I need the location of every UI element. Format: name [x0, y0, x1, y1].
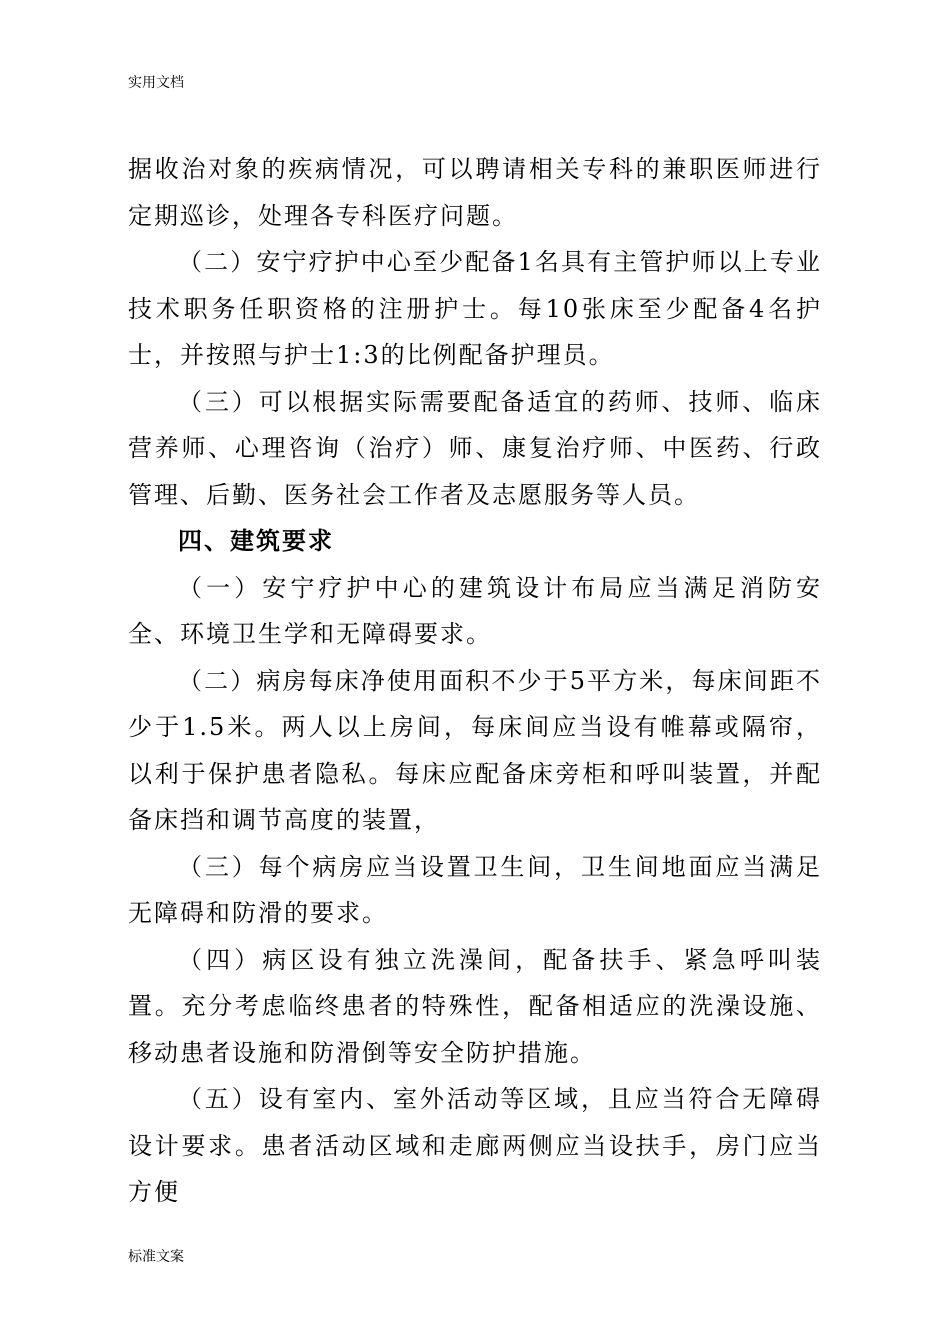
paragraph-staffing-nurses: （二）安宁疗护中心至少配备1名具有主管护师以上专业技术职务任职资格的注册护士。每10张床至少配备4名护士，并按照与护士1:3的比例配备护理员。 — [128, 248, 822, 369]
page-header-label: 实用文档 — [128, 75, 184, 91]
section-heading-building-requirements: 四、建筑要求 — [178, 527, 334, 555]
paragraph-ward-area: （二）病房每床净使用面积不少于5平方米，每床间距不少于1.5米。两人以上房间，每床间应当设有帷幕或隔帘，以利于保护患者隐私。每床应配备床旁柜和呼叫装置，并配备床挡和调节高度的装置， — [128, 666, 822, 834]
document-body — [128, 146, 822, 1216]
paragraph-activity-area: （五）设有室内、室外活动等区域，且应当符合无障碍设计要求。患者活动区域和走廊两侧应当设扶手，房门应当方便 — [128, 1085, 822, 1206]
paragraph-shower-room: （四）病区设有独立洗澡间，配备扶手、紧急呼叫装置。充分考虑临终患者的特殊性，配备相适应的洗澡设施、移动患者设施和防滑倒等安全防护措施。 — [128, 945, 822, 1067]
paragraph-bathroom: （三）每个病房应当设置卫生间，卫生间地面应当满足无障碍和防滑的要求。 — [128, 852, 822, 927]
page-footer-label: 标准文案 — [128, 1249, 184, 1265]
paragraph-building-layout: （一）安宁疗护中心的建筑设计布局应当满足消防安全、环境卫生学和无障碍要求。 — [128, 573, 822, 648]
paragraph-continuation: 据收治对象的疾病情况，可以聘请相关专科的兼职医师进行定期巡诊，处理各专科医疗问题。 — [128, 155, 822, 230]
paragraph-staffing-others: （三）可以根据实际需要配备适宜的药师、技师、临床营养师、心理咨询（治疗）师、康复治疗师、中医药、行政管理、后勤、医务社会工作者及志愿服务等人员。 — [128, 387, 822, 509]
